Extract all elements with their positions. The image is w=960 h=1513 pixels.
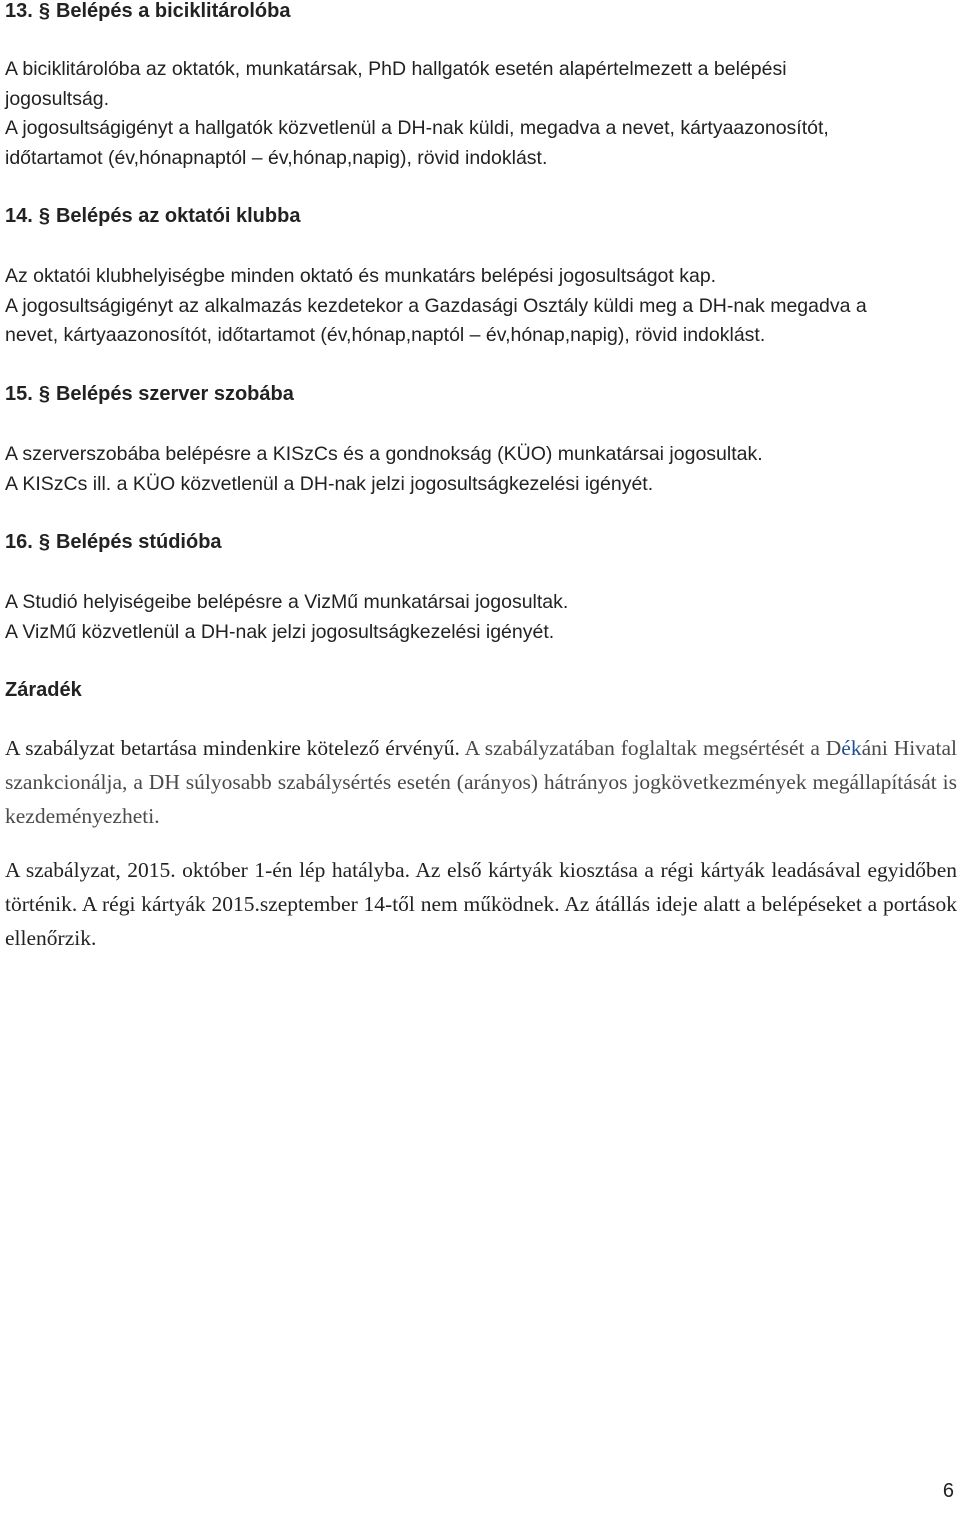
- text-line: A KISzCs ill. a KÜO közvetlenül a DH-nak jelzi jogosultságkezelési igényét.: [5, 472, 654, 495]
- text-line: Az oktatói klubhelyiségbe minden oktató és munkatárs belépési jogosultságot kap.: [5, 265, 717, 287]
- section-number: 13.: [5, 0, 33, 22]
- section-14: [5, 202, 957, 231]
- paragraph-sign: §: [38, 383, 50, 405]
- paragraph-sign: §: [38, 205, 50, 227]
- clause-fragment: ék: [841, 736, 862, 760]
- text-line: nevet, kártyaazonosítót, időtartamot (év,hónap,naptól – év,hónap,napig), rövid indoklást.: [5, 324, 766, 346]
- clause-sentence: áni Hivatal szankcionálja, a DH súlyosabb szabálysértés esetén (arányos) hátrányos jogkövetkezmények megállapítását is kezdeményezheti.: [5, 736, 957, 828]
- clause-section: [5, 676, 957, 705]
- section-13-body: [5, 55, 960, 173]
- section-15-body: [5, 440, 960, 499]
- section-number: 16.: [5, 531, 33, 553]
- text-line: A szerverszobába belépésre a KISzCs és a gondnokság (KÜO) munkatársai jogosultak.: [5, 443, 763, 465]
- clause-sentence: A szabályzatában foglaltak megsértését a D: [459, 736, 842, 760]
- page-number: 6: [942, 1480, 954, 1502]
- text-line: jogosultság.: [5, 87, 110, 110]
- section-heading: [5, 202, 957, 231]
- section-heading: [5, 528, 957, 557]
- section-15: [5, 380, 957, 409]
- paragraph-sign: §: [38, 531, 50, 553]
- section-title: Belépés szerver szobába: [55, 383, 294, 405]
- section-16-body: [5, 588, 960, 647]
- paragraph-sign: §: [38, 0, 50, 22]
- text-line: A jogosultságigényt az alkalmazás kezdetekor a Gazdasági Osztály küldi meg a DH-nak megadva a: [5, 294, 867, 317]
- section-number: 15.: [5, 383, 33, 405]
- section-title: Belépés stúdióba: [55, 531, 222, 553]
- text-line: A biciklitárolóba az oktatók, munkatársak, PhD hallgatók esetén alapértelmezett a belépési: [5, 58, 787, 80]
- clause-sentence: A szabályzat betartása mindenkire kötelező érvényű.: [5, 736, 460, 760]
- section-number: 14.: [5, 205, 33, 227]
- section-13: [5, 0, 957, 26]
- clause-paragraph-2: A szabályzat, 2015. október 1-én lép hatályba. Az első kártyák kiosztása a régi kártyák leadásával egyidőben történik. A régi kártyák 2015.szeptember 14-től nem működnek. Az átállás ideje alatt a belépéseket a portások ellenőrzik.: [5, 858, 957, 950]
- section-title: Belépés az oktatói klubba: [55, 205, 301, 227]
- text-line: A jogosultságigényt a hallgatók közvetlenül a DH-nak küldi, megadva a nevet, kártyaazonosítót,: [5, 117, 829, 139]
- section-heading: [5, 0, 957, 26]
- clause-paragraph-1: [5, 731, 957, 833]
- section-14-body: [5, 262, 960, 351]
- section-title: Belépés a biciklitárolóba: [55, 0, 291, 22]
- clause-title: Záradék: [5, 679, 82, 701]
- text-line: A VizMű közvetlenül a DH-nak jelzi jogosultságkezelési igényét.: [5, 620, 555, 643]
- text-line: időtartamot (év,hónapnaptól – év,hónap,napig), rövid indoklást.: [5, 146, 548, 169]
- text-line: A Studió helyiségeibe belépésre a VizMű munkatársai jogosultak.: [5, 591, 569, 613]
- section-heading: [5, 380, 957, 409]
- section-16: [5, 528, 957, 557]
